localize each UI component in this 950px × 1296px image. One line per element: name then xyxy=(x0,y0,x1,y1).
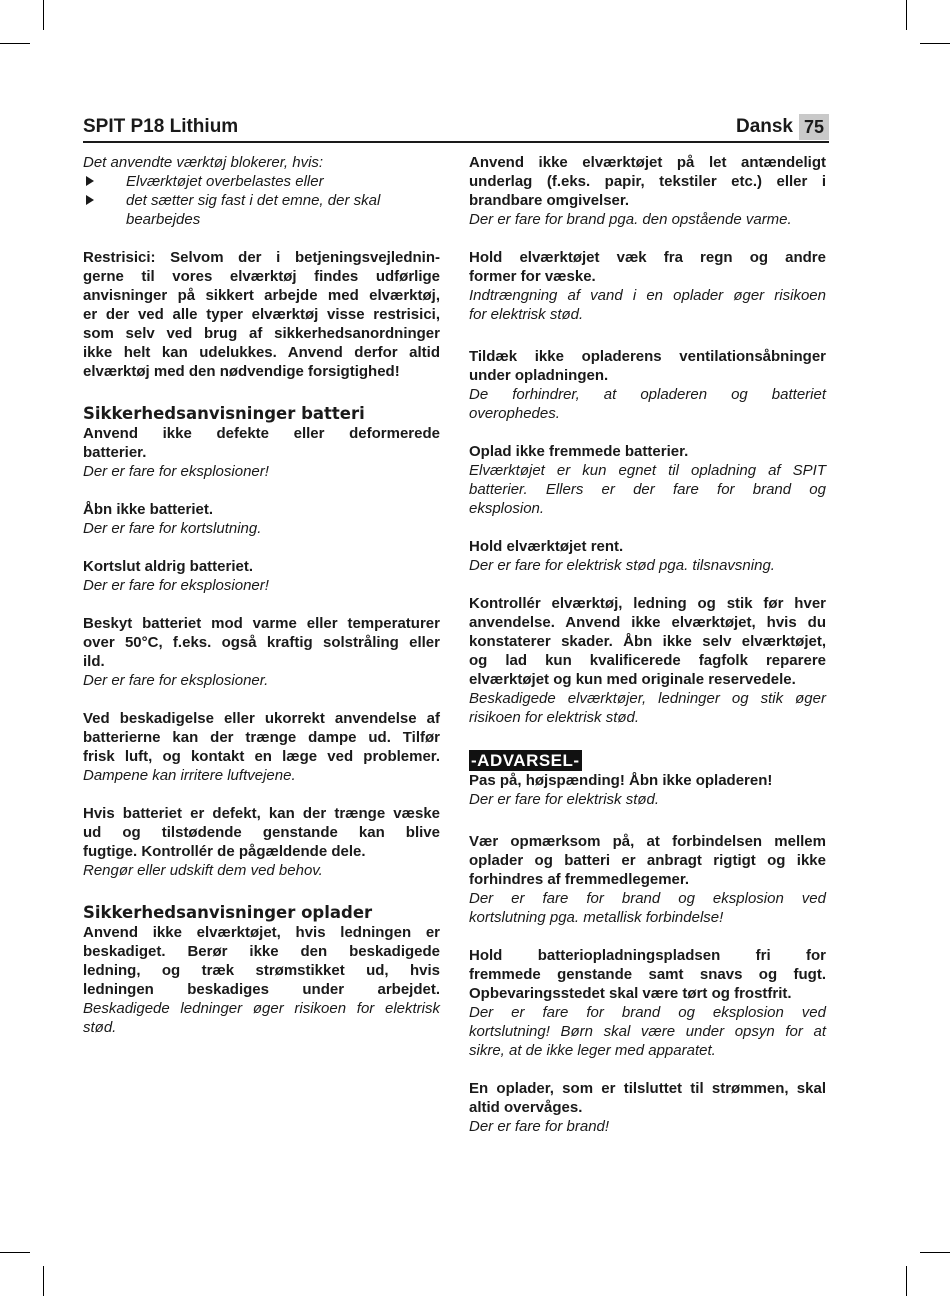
crop-mark xyxy=(43,1266,44,1296)
page-number: 75 xyxy=(799,114,829,140)
charger-note: Der er fare for brand pga. den opstående varme. xyxy=(469,211,792,228)
restrisici-line: anvisninger på sikkert arbejde med elværktøj, xyxy=(83,287,440,304)
intro-text: Det anvendte værktøj blokerer, hvis: xyxy=(83,154,324,171)
charger-instruction: Kontrollér elværktøj, ledning og stik før hver xyxy=(469,595,826,612)
charger-note: for elektrisk stød. xyxy=(469,306,584,323)
battery-note: Der er fare for eksplosioner! xyxy=(83,577,269,594)
language-label: Dansk xyxy=(735,116,793,137)
restrisici-line: som selv ved brug af sikkerhedsanordninger xyxy=(83,325,440,342)
charger-note: risikoen for elektrisk stød. xyxy=(469,709,640,726)
charger-instruction: ledningen beskadiges under arbejdet. xyxy=(83,981,440,998)
charger-section-heading: Sikkerhedsanvisninger oplader xyxy=(83,903,373,922)
charger-note: Der er fare for elektrisk stød pga. tilsnavsning. xyxy=(469,557,775,574)
warning-note: kortslutning pga. metallisk forbindelse! xyxy=(469,909,724,926)
restrisici-line: Restrisici: Selvom der i betjeningsvejlednin- xyxy=(83,249,440,266)
crop-mark xyxy=(43,0,44,30)
battery-note: Der er fare for eksplosioner! xyxy=(83,463,269,480)
warning-instruction: forhindres af fremmedlegemer. xyxy=(469,871,690,888)
warning-instruction: Vær opmærksom på, at forbindelsen mellem xyxy=(469,833,826,850)
charger-instruction: Anvend ikke elværktøjet på let antændeligt xyxy=(469,154,826,171)
warning-instruction: En oplader, som er tilsluttet til strømmen, skal xyxy=(469,1080,826,1097)
charger-note: batterier. Ellers er der fare for brand og xyxy=(469,481,826,498)
charger-instruction: Hold elværktøjet væk fra regn og andre xyxy=(469,249,826,266)
battery-instruction: ild. xyxy=(83,653,105,670)
charger-instruction: Anvend ikke elværktøjet, hvis ledningen er xyxy=(83,924,440,941)
crop-mark xyxy=(0,1252,30,1253)
battery-note: Dampene kan irritere luftvejene. xyxy=(83,767,296,784)
crop-mark xyxy=(920,1252,950,1253)
battery-instruction: Anvend ikke defekte eller deformerede xyxy=(83,425,440,442)
warning-label: -ADVARSEL- xyxy=(471,751,580,770)
battery-instruction: Beskyt batteriet mod varme eller temperaturer xyxy=(83,615,440,632)
charger-instruction: elværktøjet og kun med originale reservedele. xyxy=(469,671,796,688)
list-item: det sætter sig fast i det emne, der skal xyxy=(83,191,440,210)
charger-note: stød. xyxy=(83,1019,117,1036)
battery-section-heading: Sikkerhedsanvisninger batteri xyxy=(83,404,365,423)
battery-note: Der er fare for kortslutning. xyxy=(83,520,262,537)
charger-note: overophedes. xyxy=(469,405,560,422)
bullet-arrow-icon xyxy=(86,176,94,186)
charger-instruction: Hold elværktøjet rent. xyxy=(469,538,624,555)
charger-instruction: under opladningen. xyxy=(469,367,609,384)
battery-instruction: fugtige. Kontrollér de pågældende dele. xyxy=(83,843,366,860)
warning-note: kortslutning! Børn skal være under opsyn for at xyxy=(469,1023,826,1040)
battery-note: Der er fare for eksplosioner. xyxy=(83,672,269,689)
battery-instruction: Hvis batteriet er defekt, kan der trænge væske xyxy=(83,805,440,822)
battery-instruction: Åbn ikke batteriet. xyxy=(83,501,214,518)
warning-instruction: oplader og batteri er anbragt rigtigt og ikke xyxy=(469,852,826,869)
document-title: SPIT P18 Lithium xyxy=(83,116,239,137)
charger-instruction: underlag (f.eks. papir, tekstiler etc.) eller i xyxy=(469,173,826,190)
charger-note: Beskadigede ledninger øger risikoen for elektrisk xyxy=(83,1000,440,1017)
battery-instruction: frisk luft, og kontakt en læge ved problemer. xyxy=(83,748,440,765)
warning-instruction: Opbevaringsstedet skal være tørt og frostfrit. xyxy=(469,985,792,1002)
warning-instruction: fremmede genstande samt snavs og fugt. xyxy=(469,966,826,983)
page-header xyxy=(83,113,829,143)
battery-note: Rengør eller udskift dem ved behov. xyxy=(83,862,323,879)
crop-mark xyxy=(0,43,30,44)
warning-instruction: Hold batteriopladningspladsen fri for xyxy=(469,947,826,964)
battery-instruction: Ved beskadigelse eller ukorrekt anvendelse af xyxy=(83,710,440,727)
charger-note: Indtrængning af vand i en oplader øger risikoen xyxy=(469,287,826,304)
charger-note: eksplosion. xyxy=(469,500,545,517)
restrisici-line: ikke helt kan udelukkes. Anvend derfor altid xyxy=(83,344,440,361)
restrisici-line: gerne til vores elværktøj findes udførlige xyxy=(83,268,440,285)
warning-note: Der er fare for elektrisk stød. xyxy=(469,791,660,808)
bullet-arrow-icon xyxy=(86,195,94,205)
charger-note: Beskadigede elværktøjer, ledninger og stik øger xyxy=(469,690,826,707)
warning-note: Der er fare for brand og eksplosion ved xyxy=(469,1004,826,1021)
warning-note: sikre, at de ikke leger med apparatet. xyxy=(469,1042,716,1059)
crop-mark xyxy=(906,1266,907,1296)
list-item-continuation: bearbejdes xyxy=(126,211,201,228)
warning-instruction: Pas på, højspænding! Åbn ikke opladeren! xyxy=(469,772,773,789)
charger-instruction: og lad kun kvalificerede fagfolk reparere xyxy=(469,652,826,669)
battery-instruction: batterierne kan der trænge dampe ud. Tilfør xyxy=(83,729,440,746)
battery-instruction: batterier. xyxy=(83,444,147,461)
crop-mark xyxy=(906,0,907,30)
restrisici-line: er der ved alle typer elværktøj visse restrisici, xyxy=(83,306,440,323)
charger-instruction: anvendelse. Anvend ikke elværktøjet, hvis du xyxy=(469,614,826,631)
charger-instruction: brandbare omgivelser. xyxy=(469,192,630,209)
crop-mark xyxy=(920,43,950,44)
charger-instruction: Tildæk ikke opladerens ventilationsåbninger xyxy=(469,348,826,365)
charger-instruction: konstaterer skader. Åbn ikke selv elværktøjet, xyxy=(469,633,826,650)
warning-instruction: altid overvåges. xyxy=(469,1099,583,1116)
charger-note: De forhindrer, at opladeren og batteriet xyxy=(469,386,826,403)
warning-note: Der er fare for brand og eksplosion ved xyxy=(469,890,826,907)
header-rule xyxy=(83,141,829,143)
restrisici-line: elværktøj med den nødvendige forsigtighed! xyxy=(83,363,400,380)
warning-note: Der er fare for brand! xyxy=(469,1118,610,1135)
left-column xyxy=(83,153,440,1037)
battery-instruction: Kortslut aldrig batteriet. xyxy=(83,558,254,575)
right-column xyxy=(469,153,826,1136)
charger-instruction: ledning, og træk strømstikket ud, hvis xyxy=(83,962,440,979)
charger-instruction: former for væske. xyxy=(469,268,596,285)
charger-instruction: Oplad ikke fremmede batterier. xyxy=(469,443,689,460)
battery-instruction: over 50°C, f.eks. også kraftig solstråling eller xyxy=(83,634,440,651)
charger-instruction: beskadiget. Berør ikke den beskadigede xyxy=(83,943,440,960)
list-item: Elværktøjet overbelastes eller xyxy=(83,172,440,191)
charger-note: Elværktøjet er kun egnet til opladning af SPIT xyxy=(469,462,826,479)
battery-instruction: ud og tilstødende genstande kan blive xyxy=(83,824,440,841)
